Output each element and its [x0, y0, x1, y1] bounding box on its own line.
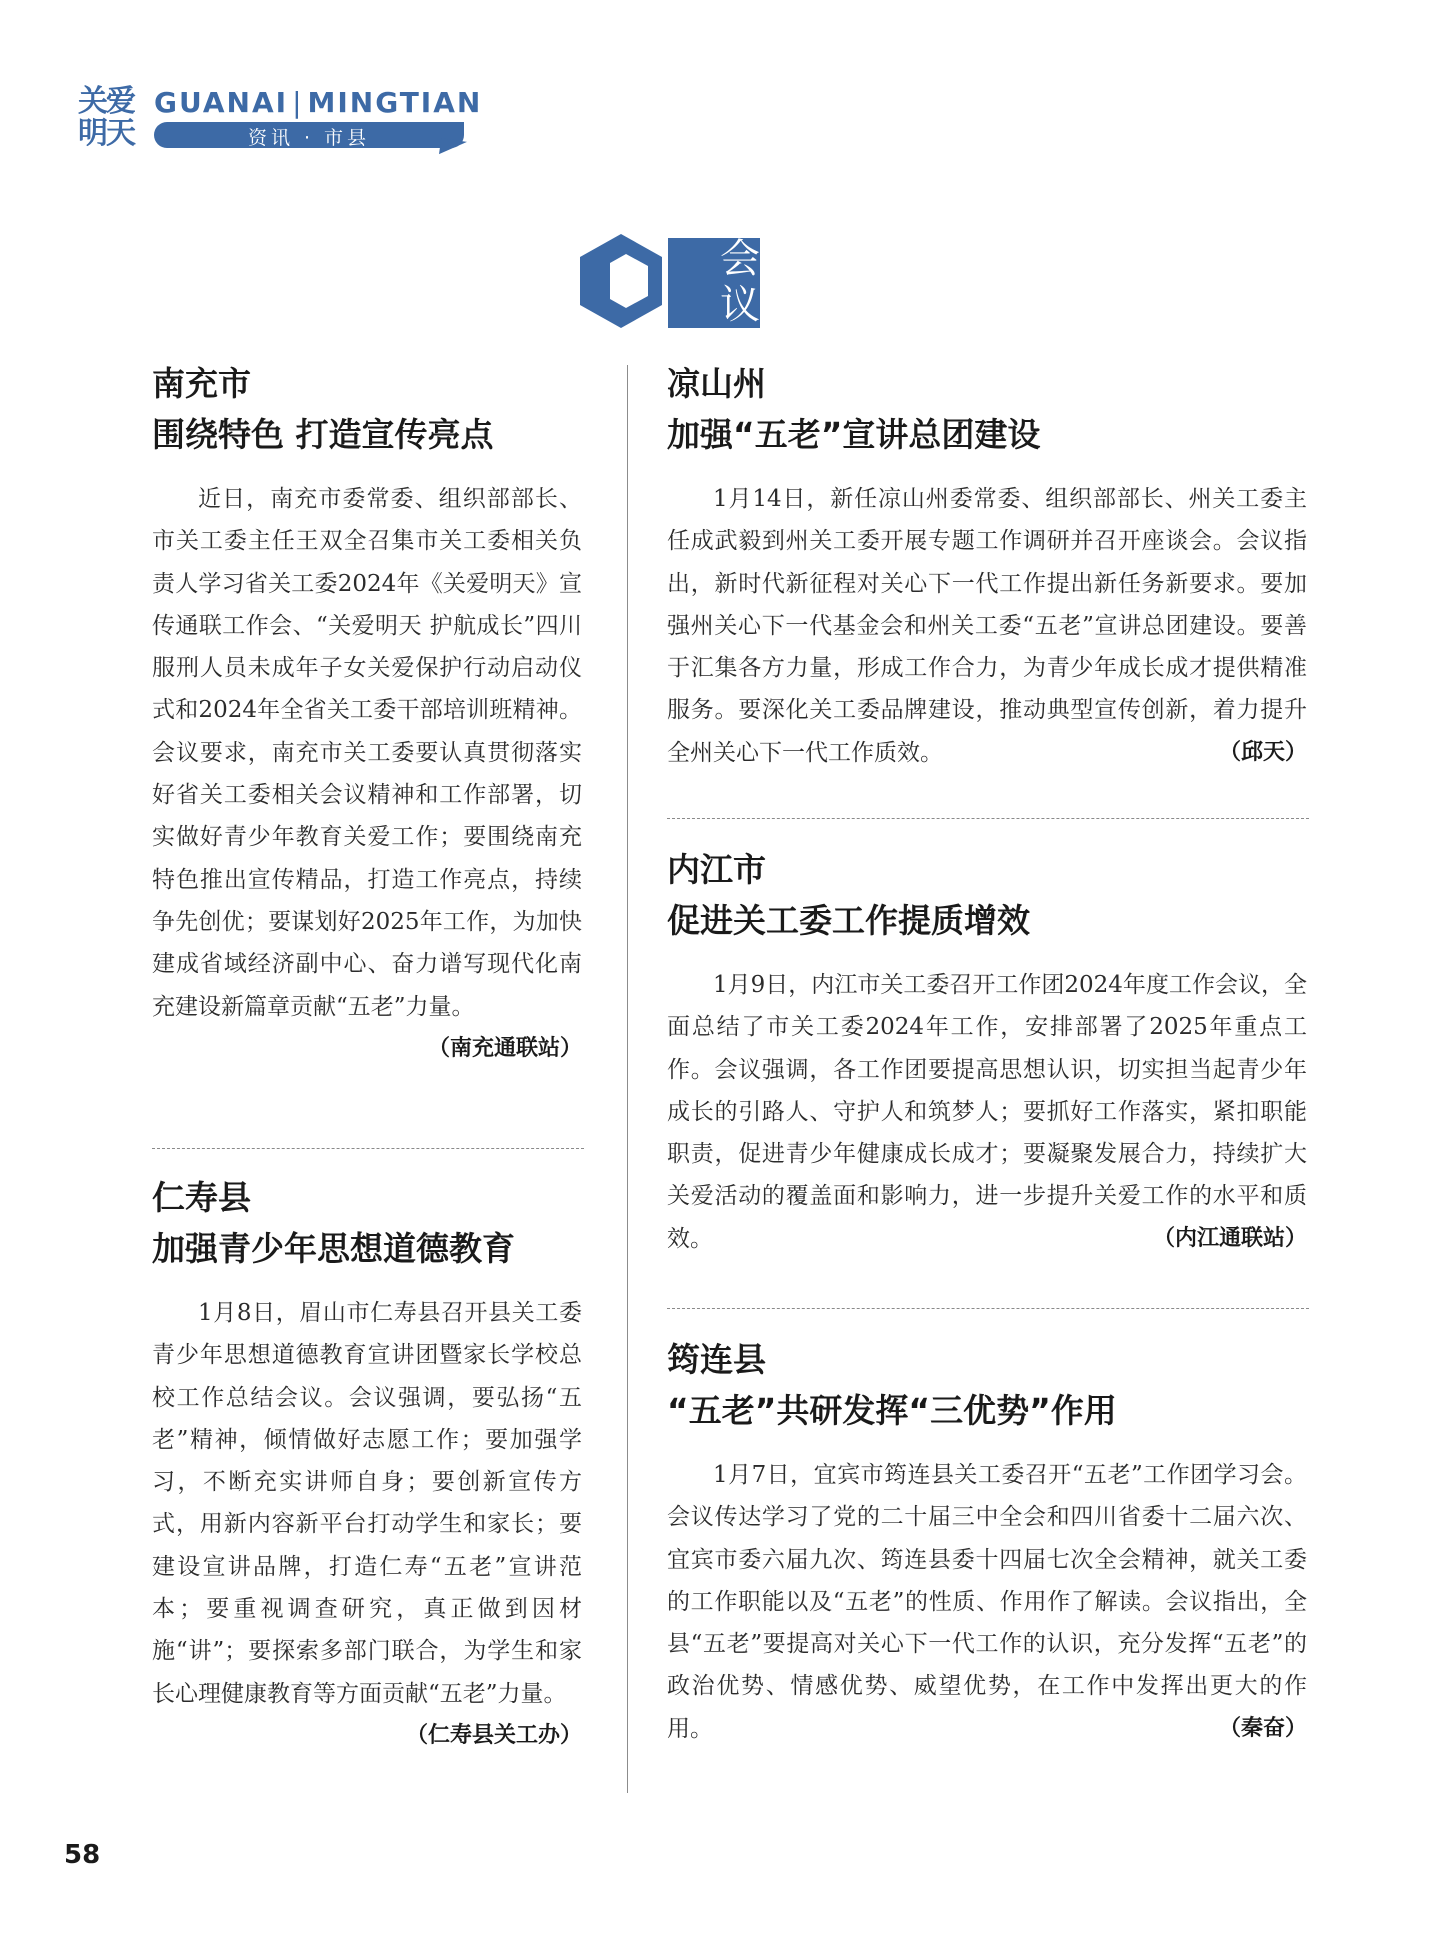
article-title: 促进关工委工作提质增效 — [667, 901, 1030, 940]
article-text: 1月9日，内江市关工委召开工作团2024年度工作会议，全面总结了市关工委2024年工作，安排部署了2025年重点工作。会议强调，各工作团要提高思想认识，切实担当起青少年成长的引路人、守护人和筑梦人；要抓好工作落实，紧扣职能职责，促进青少年健康成长成才；要凝聚发展合力，持续扩大关爱活动的覆盖面和影响力，进一步提升关爱工作的水平和质效。 — [667, 972, 1307, 1252]
article-renshou — [152, 1176, 582, 1757]
article-source: （仁寿县关工办） — [405, 1722, 582, 1748]
article-body — [667, 964, 1307, 1260]
article-source: （秦奋） — [1218, 1715, 1307, 1741]
article-nanchong — [152, 362, 582, 1070]
article-source: （邱天） — [1218, 739, 1307, 765]
section-banner — [154, 122, 464, 148]
article-body — [152, 1292, 582, 1748]
article-title: 围绕特色 打造宣传亮点 — [152, 415, 494, 454]
logo-english — [154, 86, 482, 120]
magazine-logo — [78, 84, 483, 158]
article-city: 凉山州 — [667, 364, 766, 403]
article-neijiang — [667, 848, 1307, 1260]
section-label: 资讯 · 市县 — [247, 127, 371, 149]
article-separator — [152, 1148, 584, 1149]
article-source: （内江通联站） — [1152, 1225, 1307, 1251]
article-text: 近日，南充市委常委、组织部部长、市关工委主任王双全召集市关工委相关负责人学习省关工委2024年《关爱明天》宣传通联工作会、“关爱明天 护航成长”四川服刑人员未成年子女关爱保护行动启动仪式和2024年全省关工委干部培训班精神。会议要求，南充市关工委要认真贯彻落实好省关工委相关会议精神和工作部署，切实做好青少年教育关爱工作；要围绕南充特色推出宣传精品，打造工作亮点，持续争先创优；要谋划好2025年工作，为加快建成省域经济副中心、奋力谱写现代化南充建设新篇章贡献“五老”力量。 — [152, 486, 582, 1020]
column-divider — [627, 365, 628, 1793]
article-city: 内江市 — [667, 850, 766, 889]
article-text: 1月7日，宜宾市筠连县关工委召开“五老”工作团学习会。会议传达学习了党的二十届三中全会和四川省委十二届六次、宜宾市委六届九次、筠连县委十四届七次全会精神，就关工委的工作职能以及“五老”的性质、作用作了解读。会议指出，全县“五老”要提高对关心下一代工作的认识，充分发挥“五老”的政治优势、情感优势、威望优势，在工作中发挥出更大的作用。 — [667, 1462, 1307, 1742]
article-separator — [667, 1308, 1309, 1309]
article-source: （南充通联站） — [427, 1035, 582, 1061]
hexagon-icon — [576, 232, 666, 330]
article-text: 1月8日，眉山市仁寿县召开县关工委青少年思想道德教育宣讲团暨家长学校总校工作总结会议。会议强调，要弘扬“五老”精神，倾情做好志愿工作；要加强学习，不断充实讲师自身；要创新宣传方式，用新内容新平台打动学生和家长；要建设宣讲品牌，打造仁寿“五老”宣讲范本；要重视调查研究，真正做到因材施“讲”；要探索多部门联合，为学生和家长心理健康教育等方面贡献“五老”力量。 — [152, 1300, 582, 1707]
article-junlian — [667, 1338, 1307, 1750]
article-city: 南充市 — [152, 364, 251, 403]
logo-english-right: MINGTIAN — [307, 86, 483, 119]
article-separator — [667, 818, 1309, 819]
logo-separator: | — [292, 86, 304, 119]
page-number: 58 — [64, 1840, 101, 1870]
logo-english-left: GUANAI — [154, 86, 289, 119]
article-body — [667, 478, 1307, 774]
article-title: “五老”共研发挥“三优势”作用 — [667, 1391, 1117, 1430]
article-body — [152, 478, 582, 1061]
article-text: 1月14日，新任凉山州委常委、组织部部长、州关工委主任成武毅到州关工委开展专题工作调研并召开座谈会。会议指出，新时代新征程对关心下一代工作提出新任务新要求。要加强州关心下一代基金会和州关工委“五老”宣讲总团建设。要善于汇集各方力量，形成工作合力，为青少年成长成才提供精准服务。要深化关工委品牌建设，推动典型宣传创新，着力提升全州关心下一代工作质效。 — [667, 486, 1307, 766]
article-city: 筠连县 — [667, 1340, 766, 1379]
article-title: 加强青少年思想道德教育 — [152, 1229, 515, 1268]
article-body — [667, 1454, 1307, 1750]
article-title: 加强“五老”宣讲总团建设 — [667, 415, 1041, 454]
logo-chinese: 关爱明天 — [78, 84, 134, 151]
article-liangshan — [667, 362, 1307, 774]
article-city: 仁寿县 — [152, 1178, 251, 1217]
section-badge-label: 会议 — [720, 236, 760, 328]
